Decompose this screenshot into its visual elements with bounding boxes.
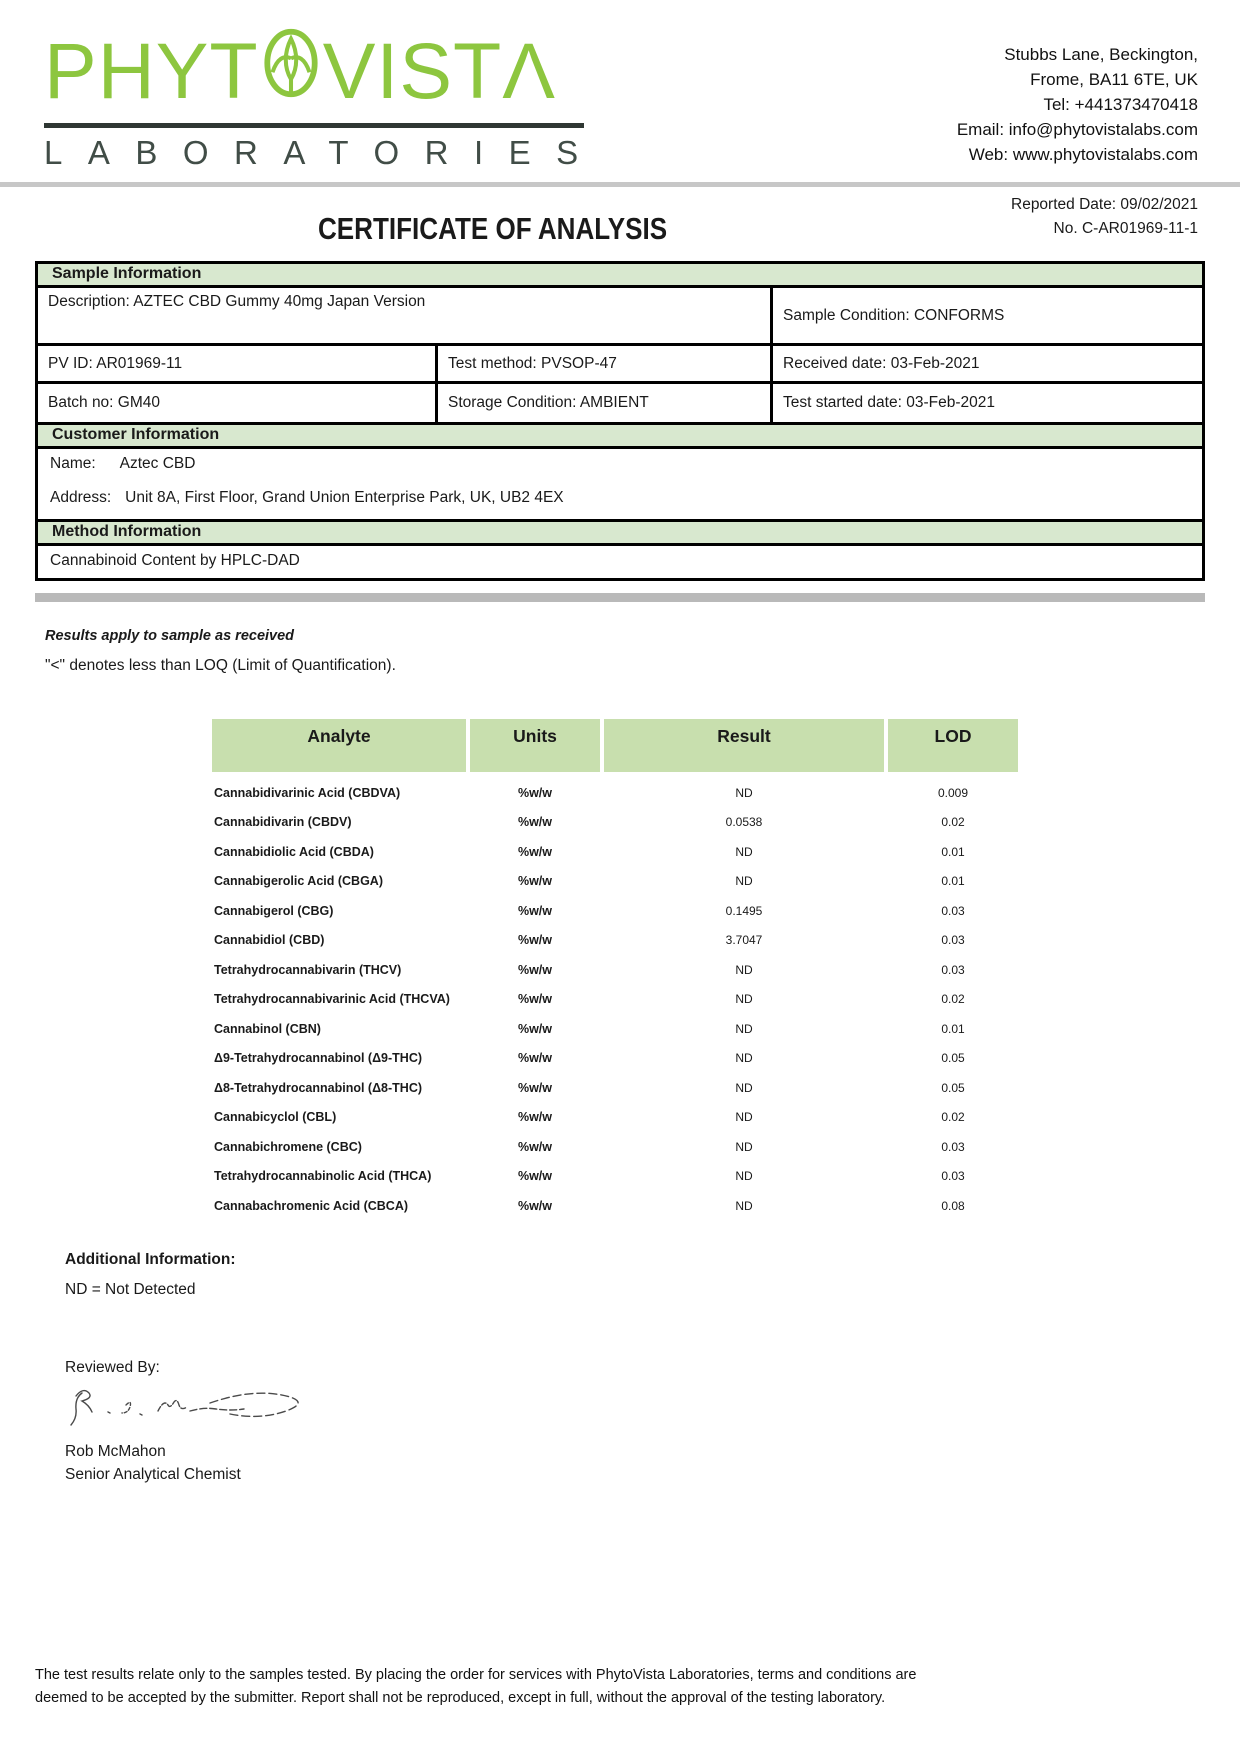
- test-method-cell: Test method: PVSOP-47: [438, 346, 773, 384]
- method-information-body: Cannabinoid Content by HPLC-DAD: [50, 552, 300, 569]
- lab-contact-block: [957, 26, 1198, 172]
- logo-text-part1: PHYT: [44, 25, 259, 115]
- reviewer-name: Rob McMahon: [65, 1442, 166, 1460]
- analyte-cell: Cannabidiolic Acid (CBDA): [214, 844, 374, 859]
- leaf-o-icon: [262, 26, 320, 112]
- result-cell: ND: [735, 1139, 753, 1154]
- analyte-cell: Cannabidiol (CBD): [214, 933, 325, 948]
- report-meta: [1011, 193, 1198, 241]
- analyte-cell: Cannabidivarinic Acid (CBDVA): [214, 785, 401, 800]
- units-cell: %w/w: [517, 1080, 553, 1095]
- sample-information-section: [35, 261, 1205, 422]
- result-cell: 3.7047: [725, 933, 763, 948]
- footer-disclaimer: [35, 1664, 1205, 1710]
- analyte-cell: Cannabigerol (CBG): [214, 903, 334, 918]
- web-line: Web: www.phytovistalabs.com: [968, 145, 1198, 164]
- signature: [60, 1379, 1240, 1436]
- units-cell: %w/w: [517, 1110, 553, 1125]
- units-cell: %w/w: [517, 1198, 553, 1213]
- section-header-sample-information: Sample Information: [38, 264, 1202, 288]
- units-cell: %w/w: [517, 815, 553, 830]
- result-cell: ND: [735, 1080, 753, 1095]
- section-shadow-bar: [35, 593, 1205, 602]
- result-cell: ND: [735, 844, 753, 859]
- lod-cell: 0.03: [941, 1169, 965, 1184]
- result-cell: ND: [735, 1169, 753, 1184]
- lod-cell: 0.05: [941, 1051, 965, 1066]
- table-row: [212, 837, 1018, 867]
- report-number: No. C-AR01969-11-1: [1053, 220, 1198, 237]
- storage-condition-cell: Storage Condition: AMBIENT: [438, 384, 773, 422]
- lod-cell: 0.03: [941, 903, 965, 918]
- units-cell: %w/w: [517, 903, 553, 918]
- additional-information-heading: Additional Information:: [65, 1250, 236, 1268]
- column-header-analyte: Analyte: [212, 719, 466, 772]
- result-cell: ND: [735, 785, 753, 800]
- pv-id-cell: PV ID: AR01969-11: [38, 346, 438, 384]
- table-row: [212, 867, 1018, 897]
- lod-cell: 0.01: [941, 1021, 965, 1036]
- logo-subtitle: LABORATORIES: [44, 134, 604, 171]
- lod-cell: 0.03: [941, 1139, 965, 1154]
- units-cell: %w/w: [517, 874, 553, 889]
- sample-condition-cell: Sample Condition: CONFORMS: [773, 288, 1202, 346]
- section-header-customer-information: Customer Information: [38, 425, 1202, 449]
- analyte-cell: Tetrahydrocannabivarin (THCV): [214, 962, 402, 977]
- logo-divider: [44, 123, 584, 128]
- table-row: [212, 808, 1018, 838]
- units-cell: %w/w: [517, 933, 553, 948]
- result-cell: ND: [735, 1110, 753, 1125]
- column-header-result: Result: [604, 719, 884, 772]
- sample-information-grid: [38, 288, 1202, 422]
- result-cell: ND: [735, 1021, 753, 1036]
- email-line: Email: info@phytovistalabs.com: [956, 120, 1198, 139]
- lod-cell: 0.05: [941, 1080, 965, 1095]
- table-row: [212, 778, 1018, 808]
- lod-cell: 0.02: [941, 815, 965, 830]
- address-line: Stubbs Lane, Beckington,: [1004, 45, 1198, 64]
- analyte-cell: Cannabigerolic Acid (CBGA): [214, 874, 383, 889]
- results-table-body: [212, 778, 1018, 1221]
- units-cell: %w/w: [517, 1051, 553, 1066]
- customer-information-body: [38, 449, 1202, 519]
- customer-name-line: [50, 455, 1190, 473]
- units-cell: %w/w: [517, 992, 553, 1007]
- header-divider-rule: [0, 182, 1240, 187]
- analyte-cell: Cannabachromenic Acid (CBCA): [214, 1198, 409, 1213]
- analyte-cell: Cannabicyclol (CBL): [214, 1110, 337, 1125]
- lod-cell: 0.02: [941, 1110, 965, 1125]
- reviewed-by-label: Reviewed By:: [65, 1358, 160, 1376]
- description-cell: Description: AZTEC CBD Gummy 40mg Japan Version: [38, 288, 773, 346]
- units-cell: %w/w: [517, 844, 553, 859]
- analyte-cell: Cannabinol (CBN): [214, 1021, 321, 1036]
- result-cell: ND: [735, 962, 753, 977]
- reported-date: Reported Date: 09/02/2021: [1011, 196, 1198, 213]
- result-cell: 0.0538: [725, 815, 763, 830]
- analyte-cell: Cannabichromene (CBC): [214, 1139, 362, 1154]
- info-sections: [35, 261, 1205, 581]
- table-row: [212, 1191, 1018, 1221]
- table-row: [212, 1044, 1018, 1074]
- customer-address-label: Address:: [50, 489, 112, 506]
- method-information-section: [35, 519, 1205, 581]
- additional-information-text: ND = Not Detected: [65, 1280, 196, 1298]
- result-cell: ND: [735, 1051, 753, 1066]
- analyte-cell: Tetrahydrocannabivarinic Acid (THCVA): [214, 992, 450, 1007]
- customer-address-line: [50, 489, 1190, 507]
- received-date-cell: Received date: 03-Feb-2021: [773, 346, 1202, 384]
- lod-cell: 0.02: [941, 992, 965, 1007]
- lod-cell: 0.01: [941, 844, 965, 859]
- customer-name-label: Name:: [50, 455, 96, 472]
- analyte-cell: Δ9-Tetrahydrocannabinol (Δ9-THC): [214, 1051, 423, 1066]
- page-title: CERTIFICATE OF ANALYSIS: [318, 211, 668, 246]
- results-table-header: [212, 719, 1018, 772]
- table-row: [212, 955, 1018, 985]
- analyte-cell: Cannabidivarin (CBDV): [214, 815, 352, 830]
- table-row: [212, 926, 1018, 956]
- table-row: [212, 1103, 1018, 1133]
- lod-cell: 0.03: [941, 933, 965, 948]
- result-cell: ND: [735, 874, 753, 889]
- table-row: [212, 985, 1018, 1015]
- reviewer-role: Senior Analytical Chemist: [65, 1465, 241, 1483]
- footer-line: The test results relate only to the samples tested. By placing the order for services with PhytoVista Laboratories, terms and conditions are: [35, 1667, 917, 1683]
- batch-no-cell: Batch no: GM40: [38, 384, 438, 422]
- title-block: [0, 191, 1240, 257]
- table-row: [212, 1132, 1018, 1162]
- result-cell: ND: [735, 1198, 753, 1213]
- column-header-lod: LOD: [888, 719, 1018, 772]
- units-cell: %w/w: [517, 1021, 553, 1036]
- customer-address-value: Unit 8A, First Floor, Grand Union Enterprise Park, UK, UB2 4EX: [125, 489, 564, 506]
- column-header-units: Units: [470, 719, 600, 772]
- results-table: [212, 719, 1018, 1221]
- analyte-cell: Δ8-Tetrahydrocannabinol (Δ8-THC): [214, 1080, 423, 1095]
- header: [0, 0, 1240, 172]
- logo-text-part2: VISTΛ: [322, 25, 557, 115]
- units-cell: %w/w: [517, 785, 553, 800]
- result-cell: 0.1495: [725, 903, 763, 918]
- units-cell: %w/w: [517, 962, 553, 977]
- lod-cell: 0.03: [941, 962, 965, 977]
- note-results-apply: Results apply to sample as received: [45, 628, 295, 644]
- result-cell: ND: [735, 992, 753, 1007]
- reviewer-name-role: [65, 1440, 1240, 1486]
- table-row: [212, 1073, 1018, 1103]
- units-cell: %w/w: [517, 1139, 553, 1154]
- footer-line: deemed to be accepted by the submitter. Report shall not be reproduced, except in full, without the approval of the testing laboratory.: [35, 1690, 886, 1706]
- table-row: [212, 1014, 1018, 1044]
- logo-wordmark: [44, 26, 604, 114]
- address-line: Frome, BA11 6TE, UK: [1030, 70, 1198, 89]
- test-started-date-cell: Test started date: 03-Feb-2021: [783, 394, 995, 411]
- table-row: [212, 1162, 1018, 1192]
- customer-information-section: [35, 422, 1205, 519]
- lod-cell: 0.009: [937, 785, 969, 800]
- table-row: [212, 896, 1018, 926]
- units-cell: %w/w: [517, 1169, 553, 1184]
- lod-cell: 0.08: [941, 1198, 965, 1213]
- customer-name-value: Aztec CBD: [119, 455, 196, 472]
- phone-line: Tel: +441373470418: [1043, 95, 1198, 114]
- note-loq: "<" denotes less than LOQ (Limit of Quantification).: [45, 657, 396, 674]
- lod-cell: 0.01: [941, 874, 965, 889]
- phytovista-logo: [44, 26, 604, 172]
- analyte-cell: Tetrahydrocannabinolic Acid (THCA): [214, 1169, 432, 1184]
- section-header-method-information: Method Information: [38, 522, 1202, 546]
